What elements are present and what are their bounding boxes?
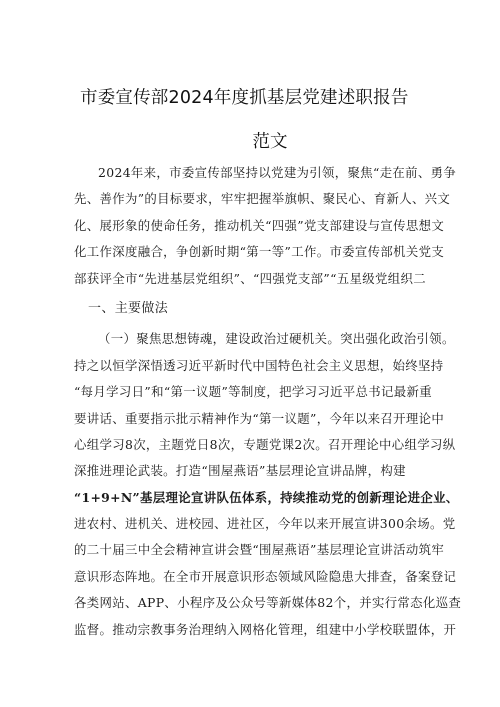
document-subtitle: 范文 (252, 132, 288, 152)
paragraph-line: 先、善作为”的目标要求，牢牢把握举旗帜、聚民心、育新人、兴文 (74, 191, 451, 207)
paragraph-line: “每月学习日”和“第一议题”等制度，把学习习近平总书记最新重 (74, 384, 432, 400)
paragraph-line: 化工作深度融合，争创新时期“第一等”工作。市委宣传部机关党支 (74, 244, 445, 260)
section-heading: 一、主要做法 (88, 300, 169, 316)
paragraph-line: 各类网站、APP、小程序及公众号等新媒体82个，并实行常态化巡查 (74, 595, 462, 611)
paragraph-line: 要讲话、重要指示批示精神作为“第一议题”，今年以来召开理论中 (74, 410, 445, 426)
paragraph-line: “1+9+N”基层理论宣讲队伍体系，持续推动党的创新理论进企业、 (74, 489, 459, 505)
document-title: 市委宣传部2024年度抓基层党建述职报告 (80, 88, 409, 108)
paragraph-line: 持之以恒学深悟透习近平新时代中国特色社会主义思想，始终坚持 (74, 357, 444, 373)
document-body (74, 160, 462, 643)
paragraph-line: （一）聚焦思想铸魂，建设政治过硬机关。突出强化政治引领。 (98, 331, 455, 347)
paragraph-line: 部获评全市“先进基层党组织”、“四强党支部”“五星级党组织二 (74, 270, 426, 286)
paragraph-line: 监督。推动宗教事务治理纳入网格化管理，组建中小学校联盟体，开 (74, 621, 457, 637)
paragraph-line: 深推进理论武装。打造“围屋燕语”基层理论宣讲品牌，构建 (74, 463, 406, 479)
paragraph-line: 心组学习8次，主题党日8次，专题党课2次。召开理论中心组学习纵 (74, 436, 456, 452)
paragraph-line: 化、展形象的使命任务，推动机关“四强”党支部建设与宣传思想文 (74, 217, 445, 233)
paragraph-line: 2024年来，市委宣传部坚持以党建为引领，聚焦“走在前、勇争 (98, 165, 457, 180)
paragraph-line: 的二十届三中全会精神宣讲会暨“围屋燕语”基层理论宣讲活动筑牢 (74, 542, 445, 558)
paragraph-line: 进农村、进机关、进校园、进社区，今年以来开展宣讲300余场。党 (74, 516, 456, 532)
paragraph-line: 意识形态阵地。在全市开展意识形态领域风险隐患大排查，备案登记 (74, 568, 457, 584)
